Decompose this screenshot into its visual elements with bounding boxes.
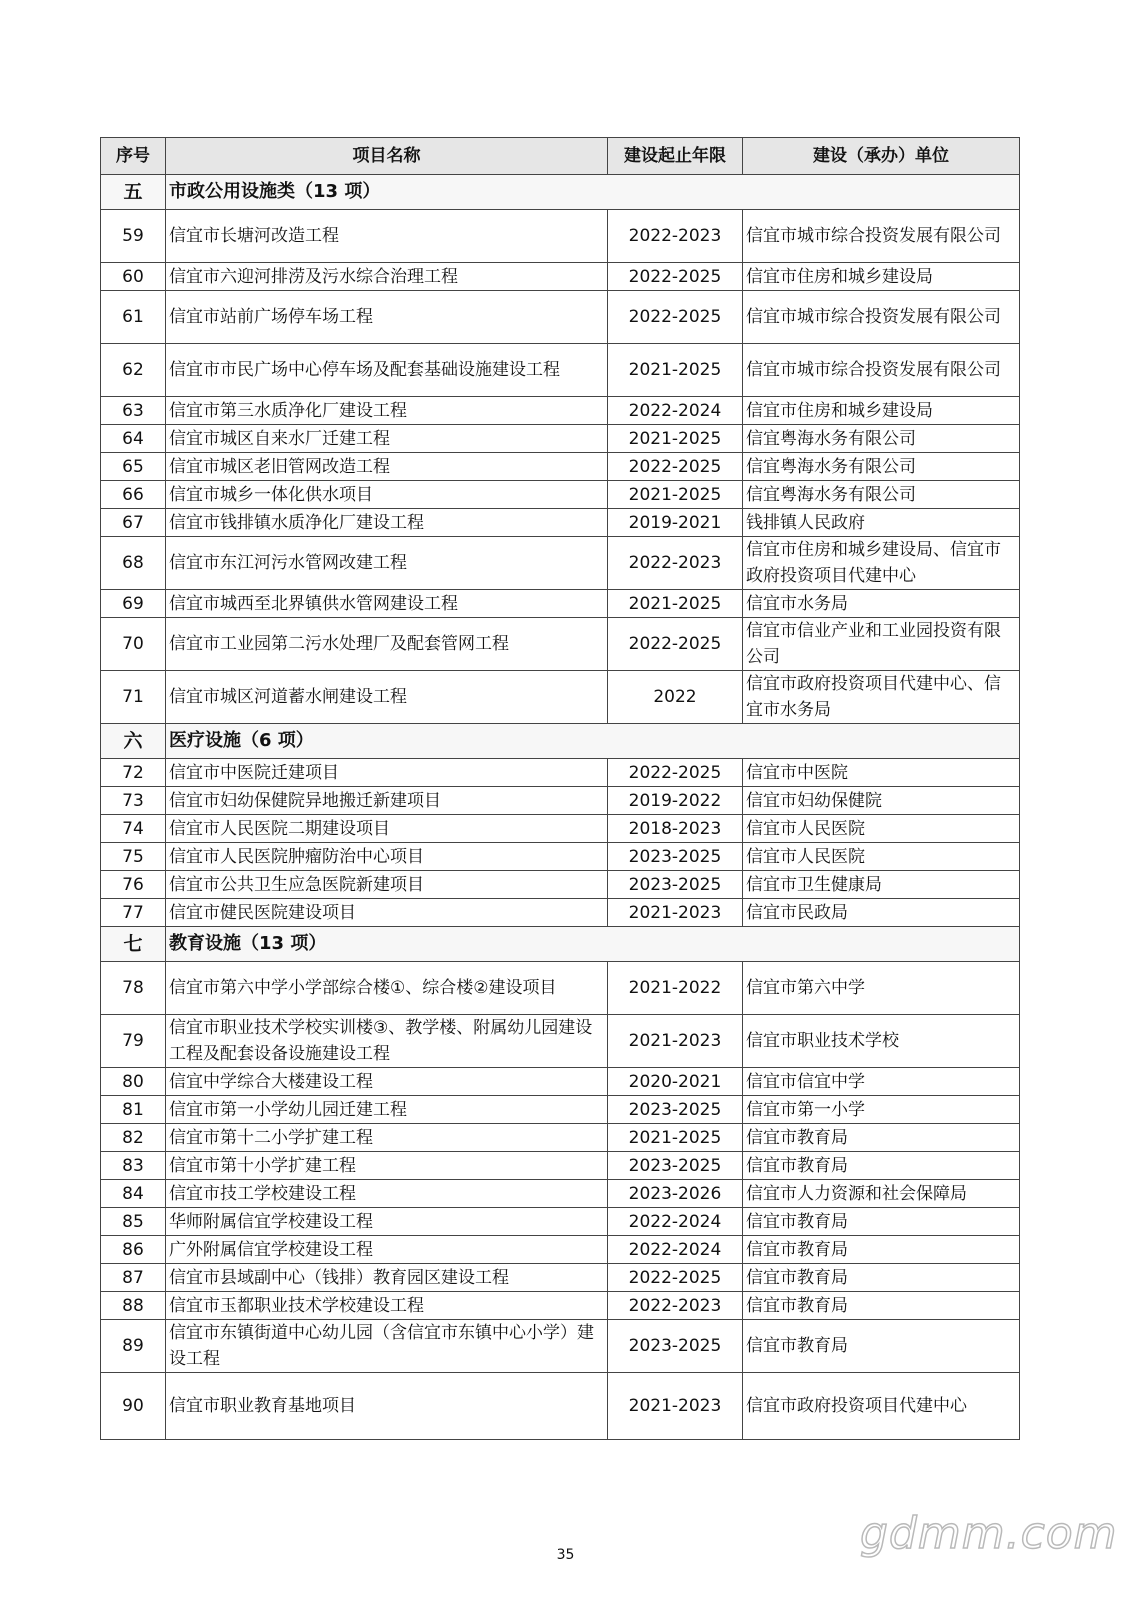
- project-name: 信宜市工业园第二污水处理厂及配套管网工程: [166, 618, 608, 671]
- row-number: 65: [101, 453, 166, 481]
- build-unit: 信宜市水务局: [743, 590, 1020, 618]
- build-period: 2021-2025: [608, 425, 743, 453]
- project-name: 信宜市城区河道蓄水闸建设工程: [166, 671, 608, 724]
- build-period: 2022-2024: [608, 1236, 743, 1264]
- build-unit: 信宜市民政局: [743, 899, 1020, 927]
- row-number: 77: [101, 899, 166, 927]
- header-unit: 建设（承办）单位: [743, 138, 1020, 175]
- table-row: [101, 843, 1020, 871]
- build-period: 2019-2022: [608, 787, 743, 815]
- row-number: 82: [101, 1124, 166, 1152]
- project-name: 信宜中学综合大楼建设工程: [166, 1068, 608, 1096]
- row-number: 67: [101, 509, 166, 537]
- row-number: 84: [101, 1180, 166, 1208]
- row-number: 61: [101, 291, 166, 344]
- row-number: 62: [101, 344, 166, 397]
- table-row: [101, 590, 1020, 618]
- build-unit: 信宜市政府投资项目代建中心: [743, 1373, 1020, 1440]
- row-number: 78: [101, 962, 166, 1015]
- table-row: [101, 671, 1020, 724]
- table-row: [101, 759, 1020, 787]
- row-number: 71: [101, 671, 166, 724]
- build-unit: 信宜粤海水务有限公司: [743, 425, 1020, 453]
- row-number: 72: [101, 759, 166, 787]
- section-row: [101, 175, 1020, 210]
- header-period: 建设起止年限: [608, 138, 743, 175]
- table-row: [101, 1292, 1020, 1320]
- build-unit: 信宜市住房和城乡建设局: [743, 397, 1020, 425]
- project-name: 信宜市健民医院建设项目: [166, 899, 608, 927]
- table-row: [101, 453, 1020, 481]
- build-period: 2022-2025: [608, 291, 743, 344]
- section-title: 市政公用设施类（13 项）: [166, 175, 1020, 210]
- build-unit: 信宜市人民医院: [743, 843, 1020, 871]
- section-number: 七: [101, 927, 166, 962]
- build-unit: 信宜市信业产业和工业园投资有限公司: [743, 618, 1020, 671]
- row-number: 59: [101, 210, 166, 263]
- build-period: 2022-2024: [608, 397, 743, 425]
- project-name: 信宜市中医院迁建项目: [166, 759, 608, 787]
- watermark-logo: gdmm.com: [860, 1508, 1118, 1559]
- build-period: 2022-2023: [608, 210, 743, 263]
- row-number: 63: [101, 397, 166, 425]
- build-unit: 信宜市教育局: [743, 1124, 1020, 1152]
- project-name: 信宜市第一小学幼儿园迁建工程: [166, 1096, 608, 1124]
- table-row: [101, 1068, 1020, 1096]
- build-period: 2021-2023: [608, 1373, 743, 1440]
- project-name: 广外附属信宜学校建设工程: [166, 1236, 608, 1264]
- section-row: [101, 724, 1020, 759]
- project-name: 信宜市市民广场中心停车场及配套基础设施建设工程: [166, 344, 608, 397]
- row-number: 66: [101, 481, 166, 509]
- project-name: 信宜市城区老旧管网改造工程: [166, 453, 608, 481]
- row-number: 76: [101, 871, 166, 899]
- section-title: 医疗设施（6 项）: [166, 724, 1020, 759]
- header-serial: 序号: [101, 138, 166, 175]
- build-period: 2023-2025: [608, 1152, 743, 1180]
- build-unit: 信宜市第六中学: [743, 962, 1020, 1015]
- row-number: 60: [101, 263, 166, 291]
- row-number: 86: [101, 1236, 166, 1264]
- build-period: 2023-2026: [608, 1180, 743, 1208]
- table-row: [101, 1096, 1020, 1124]
- build-period: 2021-2023: [608, 1015, 743, 1068]
- build-unit: 信宜市职业技术学校: [743, 1015, 1020, 1068]
- section-number: 六: [101, 724, 166, 759]
- table-row: [101, 1180, 1020, 1208]
- project-name: 信宜市第十小学扩建工程: [166, 1152, 608, 1180]
- table-row: [101, 481, 1020, 509]
- table-row: [101, 537, 1020, 590]
- project-name: 信宜市六迎河排涝及污水综合治理工程: [166, 263, 608, 291]
- build-unit: 信宜市教育局: [743, 1320, 1020, 1373]
- build-unit: 信宜市人力资源和社会保障局: [743, 1180, 1020, 1208]
- build-period: 2021-2025: [608, 481, 743, 509]
- build-period: 2023-2025: [608, 1320, 743, 1373]
- header-project-name: 项目名称: [166, 138, 608, 175]
- table-row: [101, 509, 1020, 537]
- build-unit: 信宜市卫生健康局: [743, 871, 1020, 899]
- row-number: 88: [101, 1292, 166, 1320]
- row-number: 90: [101, 1373, 166, 1440]
- build-period: 2020-2021: [608, 1068, 743, 1096]
- table-row: [101, 210, 1020, 263]
- build-period: 2021-2025: [608, 590, 743, 618]
- row-number: 68: [101, 537, 166, 590]
- projects-table: [100, 137, 1020, 1440]
- table-row: [101, 397, 1020, 425]
- build-period: 2021-2023: [608, 899, 743, 927]
- table-row: [101, 962, 1020, 1015]
- build-period: 2022-2025: [608, 263, 743, 291]
- row-number: 64: [101, 425, 166, 453]
- project-name: 信宜市长塘河改造工程: [166, 210, 608, 263]
- project-name: 信宜市东江河污水管网改建工程: [166, 537, 608, 590]
- build-period: 2021-2025: [608, 344, 743, 397]
- project-name: 信宜市城乡一体化供水项目: [166, 481, 608, 509]
- project-name: 信宜市人民医院肿瘤防治中心项目: [166, 843, 608, 871]
- project-name: 信宜市第三水质净化厂建设工程: [166, 397, 608, 425]
- table-row: [101, 291, 1020, 344]
- section-number: 五: [101, 175, 166, 210]
- table-row: [101, 1373, 1020, 1440]
- build-period: 2021-2022: [608, 962, 743, 1015]
- project-name: 信宜市城西至北界镇供水管网建设工程: [166, 590, 608, 618]
- build-unit: 信宜市教育局: [743, 1208, 1020, 1236]
- table-header-row: [101, 138, 1020, 175]
- row-number: 89: [101, 1320, 166, 1373]
- build-period: 2021-2025: [608, 1124, 743, 1152]
- table-row: [101, 425, 1020, 453]
- build-period: 2022-2023: [608, 1292, 743, 1320]
- row-number: 87: [101, 1264, 166, 1292]
- row-number: 79: [101, 1015, 166, 1068]
- row-number: 80: [101, 1068, 166, 1096]
- table-row: [101, 1015, 1020, 1068]
- build-period: 2022-2025: [608, 453, 743, 481]
- row-number: 73: [101, 787, 166, 815]
- build-period: 2019-2021: [608, 509, 743, 537]
- table-row: [101, 787, 1020, 815]
- project-name: 信宜市县域副中心（钱排）教育园区建设工程: [166, 1264, 608, 1292]
- section-row: [101, 927, 1020, 962]
- table-row: [101, 618, 1020, 671]
- table-row: [101, 263, 1020, 291]
- table-row: [101, 1264, 1020, 1292]
- table-row: [101, 1236, 1020, 1264]
- build-unit: 信宜市城市综合投资发展有限公司: [743, 291, 1020, 344]
- project-name: 信宜市人民医院二期建设项目: [166, 815, 608, 843]
- build-unit: 信宜市信宜中学: [743, 1068, 1020, 1096]
- project-name: 信宜市第六中学小学部综合楼①、综合楼②建设项目: [166, 962, 608, 1015]
- project-name: 信宜市技工学校建设工程: [166, 1180, 608, 1208]
- project-name: 信宜市第十二小学扩建工程: [166, 1124, 608, 1152]
- row-number: 83: [101, 1152, 166, 1180]
- build-period: 2022-2025: [608, 1264, 743, 1292]
- build-unit: 信宜市人民医院: [743, 815, 1020, 843]
- row-number: 74: [101, 815, 166, 843]
- build-period: 2022-2025: [608, 759, 743, 787]
- project-name: 信宜市钱排镇水质净化厂建设工程: [166, 509, 608, 537]
- section-title: 教育设施（13 项）: [166, 927, 1020, 962]
- row-number: 75: [101, 843, 166, 871]
- build-period: 2022-2023: [608, 537, 743, 590]
- build-period: 2022-2024: [608, 1208, 743, 1236]
- table-row: [101, 1208, 1020, 1236]
- build-unit: 信宜粤海水务有限公司: [743, 453, 1020, 481]
- table-row: [101, 1124, 1020, 1152]
- build-period: 2023-2025: [608, 843, 743, 871]
- build-unit: 信宜粤海水务有限公司: [743, 481, 1020, 509]
- project-name: 信宜市玉都职业技术学校建设工程: [166, 1292, 608, 1320]
- build-period: 2023-2025: [608, 871, 743, 899]
- build-unit: 信宜市第一小学: [743, 1096, 1020, 1124]
- build-unit: 信宜市城市综合投资发展有限公司: [743, 344, 1020, 397]
- project-name: 华师附属信宜学校建设工程: [166, 1208, 608, 1236]
- build-unit: 信宜市住房和城乡建设局、信宜市政府投资项目代建中心: [743, 537, 1020, 590]
- build-period: 2022: [608, 671, 743, 724]
- row-number: 69: [101, 590, 166, 618]
- project-name: 信宜市妇幼保健院异地搬迁新建项目: [166, 787, 608, 815]
- build-unit: 钱排镇人民政府: [743, 509, 1020, 537]
- project-name: 信宜市站前广场停车场工程: [166, 291, 608, 344]
- project-name: 信宜市职业技术学校实训楼③、教学楼、附属幼儿园建设工程及配套设备设施建设工程: [166, 1015, 608, 1068]
- project-name: 信宜市城区自来水厂迁建工程: [166, 425, 608, 453]
- table-body: [101, 175, 1020, 1440]
- row-number: 70: [101, 618, 166, 671]
- table-row: [101, 899, 1020, 927]
- build-unit: 信宜市教育局: [743, 1264, 1020, 1292]
- build-unit: 信宜市教育局: [743, 1292, 1020, 1320]
- build-period: 2022-2025: [608, 618, 743, 671]
- project-name: 信宜市职业教育基地项目: [166, 1373, 608, 1440]
- page-number: 35: [556, 1547, 575, 1563]
- build-period: 2018-2023: [608, 815, 743, 843]
- table-row: [101, 1152, 1020, 1180]
- row-number: 85: [101, 1208, 166, 1236]
- build-unit: 信宜市教育局: [743, 1152, 1020, 1180]
- row-number: 81: [101, 1096, 166, 1124]
- project-name: 信宜市公共卫生应急医院新建项目: [166, 871, 608, 899]
- build-unit: 信宜市教育局: [743, 1236, 1020, 1264]
- build-unit: 信宜市中医院: [743, 759, 1020, 787]
- table-row: [101, 1320, 1020, 1373]
- table-row: [101, 344, 1020, 397]
- build-unit: 信宜市住房和城乡建设局: [743, 263, 1020, 291]
- build-unit: 信宜市政府投资项目代建中心、信宜市水务局: [743, 671, 1020, 724]
- table-row: [101, 871, 1020, 899]
- build-period: 2023-2025: [608, 1096, 743, 1124]
- table-row: [101, 815, 1020, 843]
- build-unit: 信宜市妇幼保健院: [743, 787, 1020, 815]
- project-name: 信宜市东镇街道中心幼儿园（含信宜市东镇中心小学）建设工程: [166, 1320, 608, 1373]
- build-unit: 信宜市城市综合投资发展有限公司: [743, 210, 1020, 263]
